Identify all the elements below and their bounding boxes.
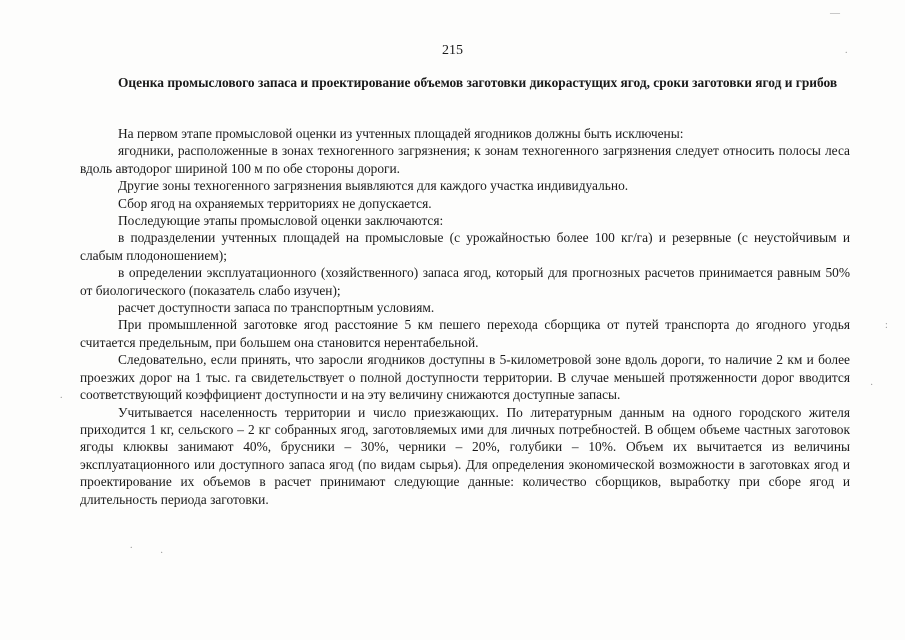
- scan-speck: ·: [160, 548, 164, 559]
- scan-speck: .: [60, 390, 63, 401]
- paragraph: Учитывается населенность территории и число приезжающих. По литературным данным на одного городского жителя приходится 1 кг, сельского – 2 кг собранных ягод, заготовляемых ими для личных потребностей. В общем объеме частных заготовок ягоды клюквы занимают 40%, брусники – 30%, черники – 20%, голубики – 10%. Объем их вычитается из величины эксплуатационного или доступного запаса ягод (по видам сырья). Для определения экономической возможности в заготовках ягод и проектирование их объемов в расчет принимают следующие данные: количество сборщиков, выработку при сборе ягод и длительность периода заготовки.: [80, 404, 850, 507]
- scan-speck: —: [830, 8, 840, 19]
- scan-speck: .: [130, 540, 133, 551]
- section-title: Оценка промыслового запаса и проектирование объемов заготовки дикорастущих ягод, сроки заготовки ягод и грибов: [118, 75, 838, 90]
- paragraph: При промышленной заготовке ягод расстояние 5 км пешего перехода сборщика от путей транспорта до ягодного угодья считается предельным, при большем она становится нерентабельной.: [80, 317, 850, 350]
- paragraph: расчет доступности запаса по транспортным условиям.: [118, 300, 435, 316]
- paragraph: На первом этапе промысловой оценки из учтенных площадей ягодников должны быть исключены:: [118, 126, 684, 141]
- paragraph: Сбор ягод на охраняемых территориях не допускается.: [118, 195, 432, 211]
- paragraph: в подразделении учтенных площадей на промысловые (с урожайностью более 100 кг/га) и резервные (с неустойчивым и слабым плодоношением);: [80, 230, 850, 263]
- scan-speck: .: [845, 45, 848, 56]
- scan-speck: :: [885, 320, 888, 331]
- paragraph: в определении эксплуатационного (хозяйственного) запаса ягод, который для прогнозных расчетов принимается равным 50% от биологического (показатель слабо изучен);: [80, 265, 850, 298]
- page-number: 215: [442, 43, 463, 58]
- paragraph: Другие зоны техногенного загрязнения выявляются для каждого участка индивидуально.: [118, 178, 629, 194]
- paragraph: Последующие этапы промысловой оценки заключаются:: [118, 213, 444, 229]
- paragraph: Следовательно, если принять, что заросли ягодников доступны в 5-километровой зоне вдоль дороги, то наличие 2 км и более проезжих дорог на 1 тыс. га свидетельствует о полной доступности территории. В случае меньшей протяженности дорог вводится соответствующий коэффициент доступности и на эту величину снижаются доступные запасы.: [80, 352, 850, 403]
- paragraph: ягодники, расположенные в зонах техногенного загрязнения; к зонам техногенного загрязнения следует относить полосы леса вдоль автодорог шириной 100 м по обе стороны дороги.: [80, 143, 850, 176]
- scan-speck: ·: [870, 380, 874, 391]
- body-text: [80, 125, 850, 508]
